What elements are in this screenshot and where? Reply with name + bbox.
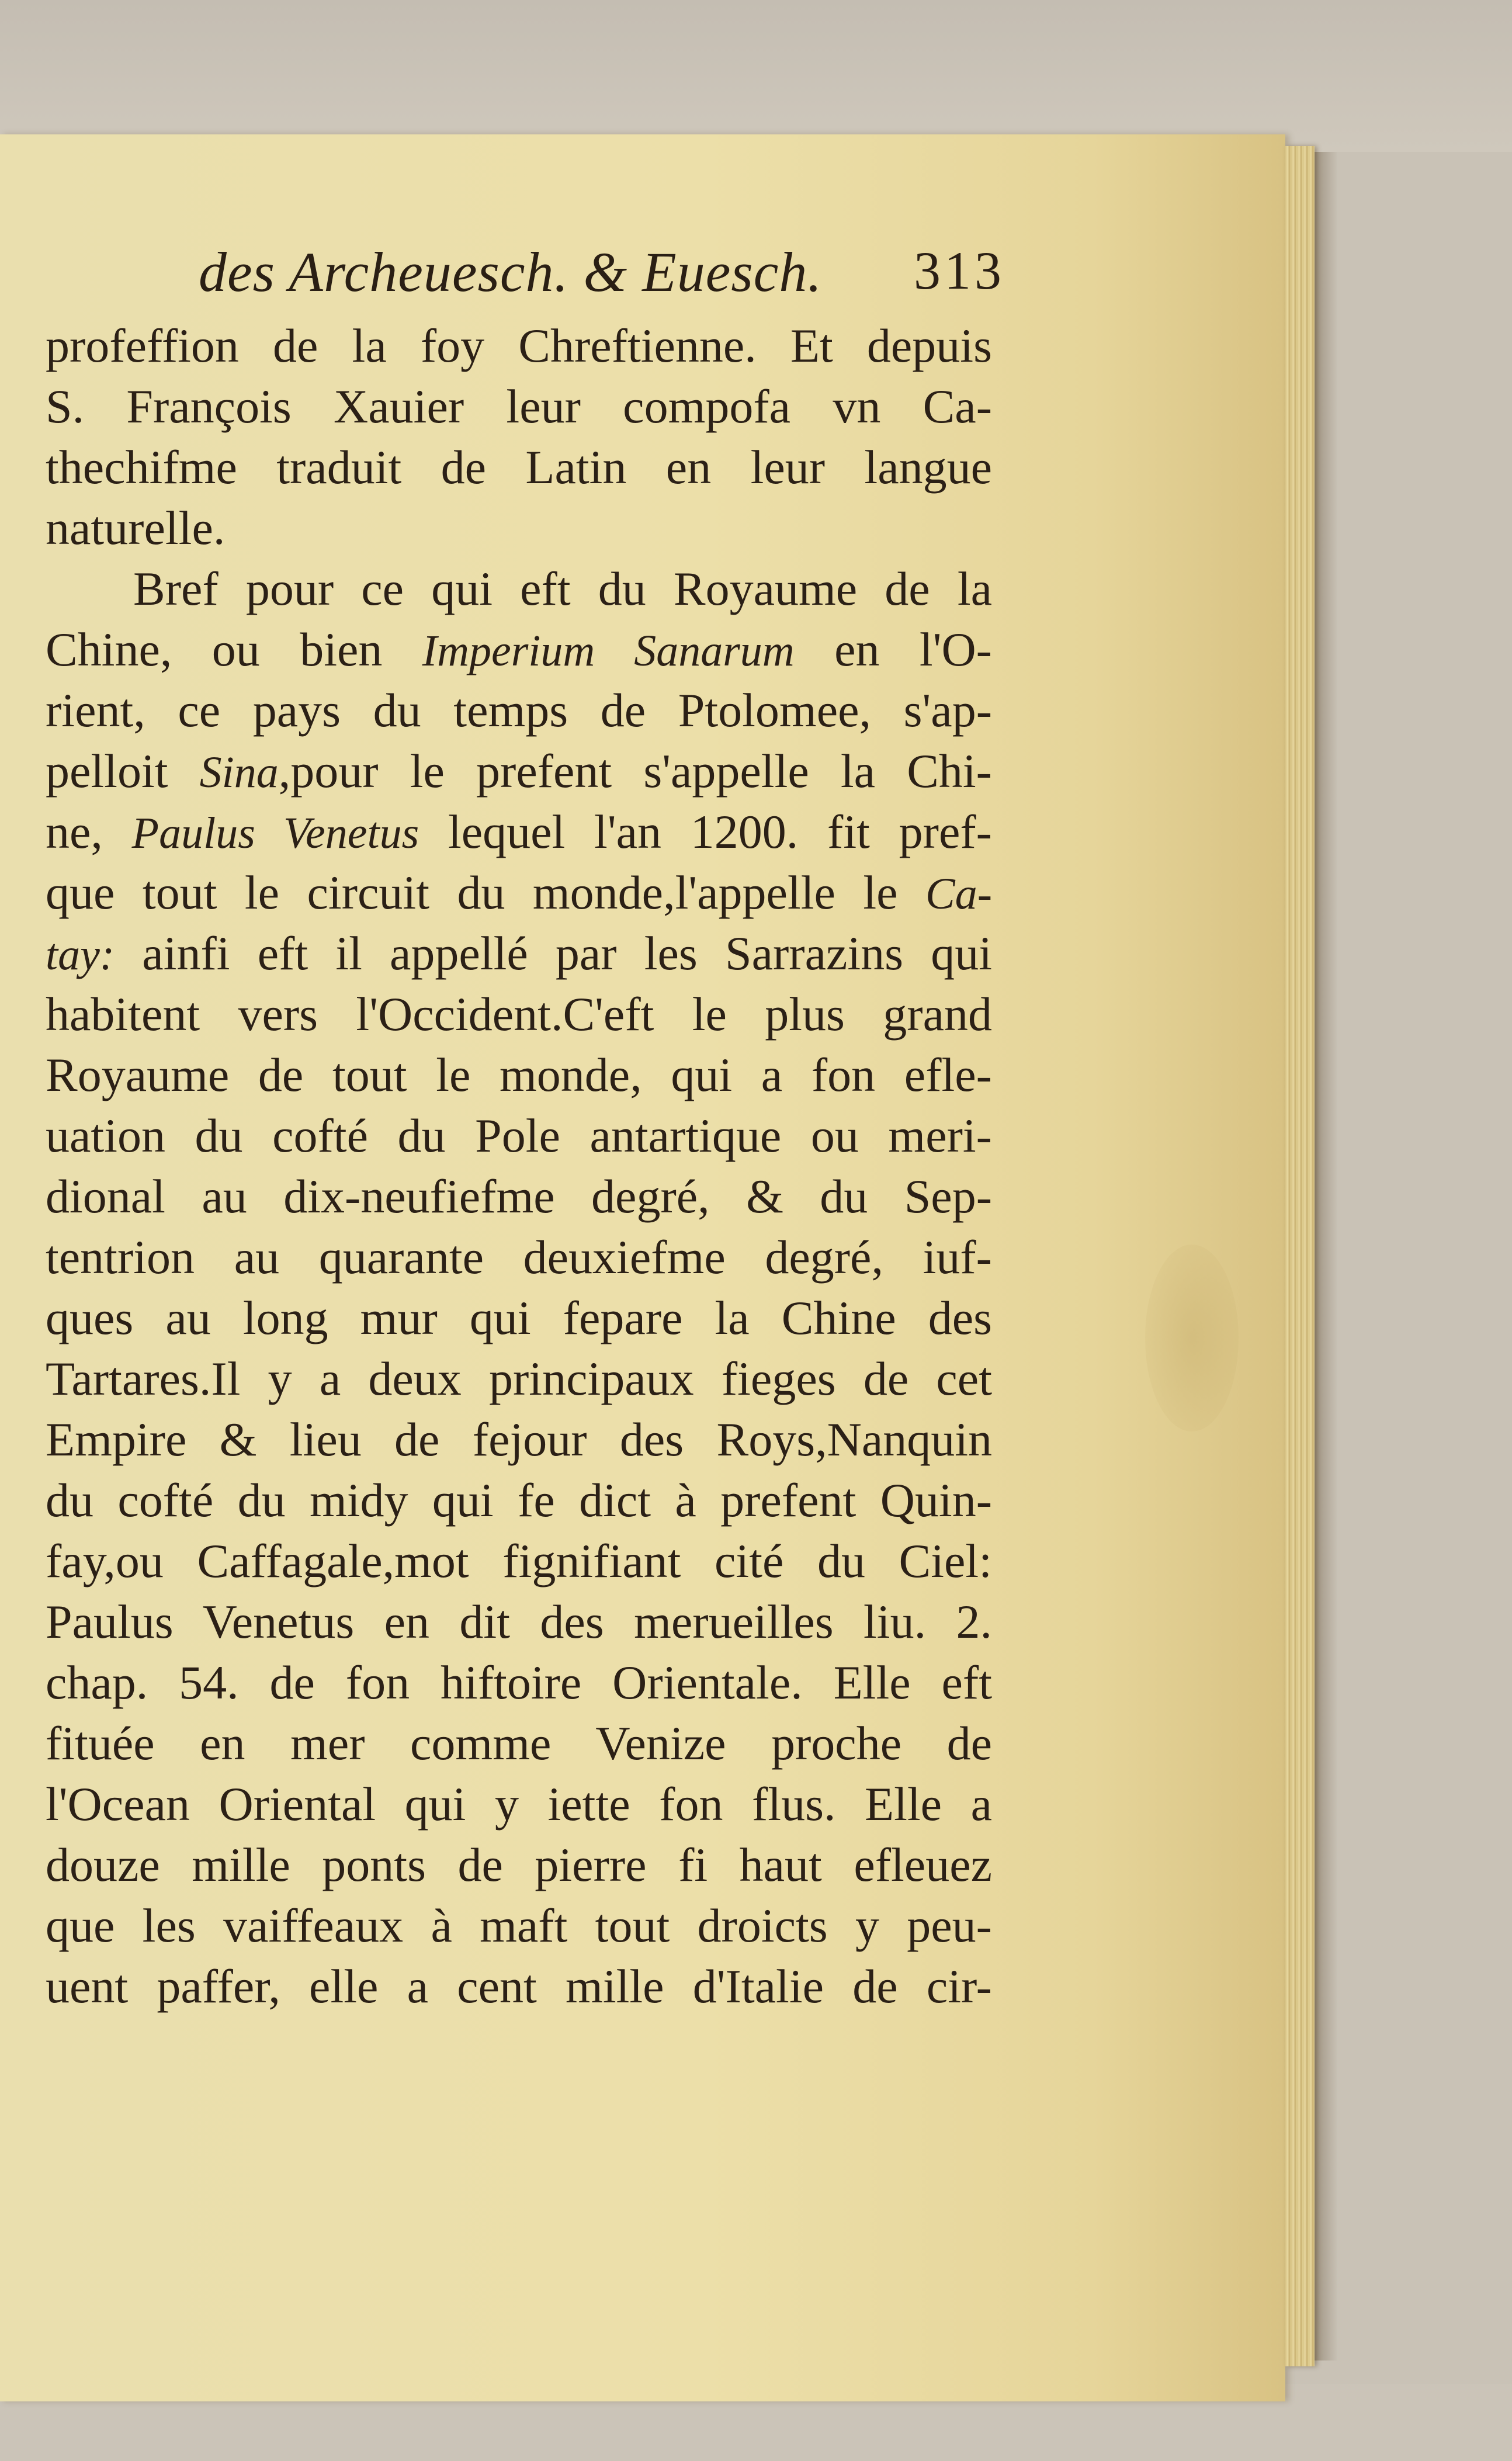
text-line: chap. 54. de fon hiftoire Orientale. Elle eft: [46, 1656, 992, 1709]
page-number: 313: [914, 241, 1005, 300]
text-line: douze mille ponts de pierre fi haut efleuez: [46, 1838, 992, 1891]
text-line: dional au dix-neufiefme degré, & du Sep-: [46, 1170, 992, 1223]
text-line: Chine, ou bien Imperium Sanarum en l'O-: [46, 623, 992, 676]
text-line: S. François Xauier leur compofa vn Ca-: [46, 380, 992, 433]
running-head: [199, 240, 1005, 304]
text-line: que tout le circuit du monde,l'appelle le Ca-: [46, 866, 992, 919]
text-line: Empire & lieu de fejour des Roys,Nanquin: [46, 1413, 992, 1466]
text-line: habitent vers l'Occident.C'eft le plus grand: [46, 987, 992, 1041]
text-line: uation du cofté du Pole antartique ou meri-: [46, 1109, 992, 1162]
text-line: profeffion de la foy Chreftienne. Et depuis: [46, 319, 992, 372]
text-line: fituée en mer comme Venize proche de: [46, 1717, 992, 1770]
text-line: thechifme traduit de Latin en leur langue: [46, 441, 992, 494]
body-text: [46, 316, 992, 2017]
text-line: rient, ce pays du temps de Ptolomee, s'ap-: [46, 684, 992, 737]
text-line: ques au long mur qui fepare la Chine des: [46, 1291, 992, 1344]
text-line: Royaume de tout le monde, qui a fon efle-: [46, 1048, 992, 1101]
text-line: uent paffer, elle a cent mille d'Italie de cir-: [46, 1960, 992, 2013]
scan-backdrop-top: [0, 0, 1512, 152]
book-fore-edge: [1285, 146, 1315, 2366]
text-line: l'Ocean Oriental qui y iette fon flus. Elle a: [46, 1777, 992, 1831]
text-line: que les vaiffeaux à maft tout droicts y peu-: [46, 1899, 992, 1952]
text-line: tay: ainfi eft il appellé par les Sarrazins qui: [46, 927, 992, 980]
text-line: Bref pour ce qui eft du Royaume de la: [133, 562, 992, 615]
fore-edge-shadow: [1315, 152, 1338, 2361]
text-line: pelloit Sina,pour le prefent s'appelle la Chi-: [46, 744, 992, 798]
text-line: Tartares.Il y a deux principaux fieges de cet: [46, 1352, 992, 1405]
text-line: naturelle.: [46, 501, 226, 554]
running-title: des Archeuesch. & Euesch.: [199, 241, 823, 303]
text-line: tentrion au quarante deuxiefme degré, iuf-: [46, 1230, 992, 1284]
text-line: ne, Paulus Venetus lequel l'an 1200. fit pref-: [46, 805, 992, 858]
page-stain: [1145, 1245, 1239, 1431]
text-line: du cofté du midy qui fe dict à prefent Quin-: [46, 1474, 992, 1527]
text-line: Paulus Venetus en dit des merueilles liu. 2.: [46, 1595, 992, 1648]
text-line: fay,ou Caffagale,mot fignifiant cité du Ciel:: [46, 1534, 992, 1587]
